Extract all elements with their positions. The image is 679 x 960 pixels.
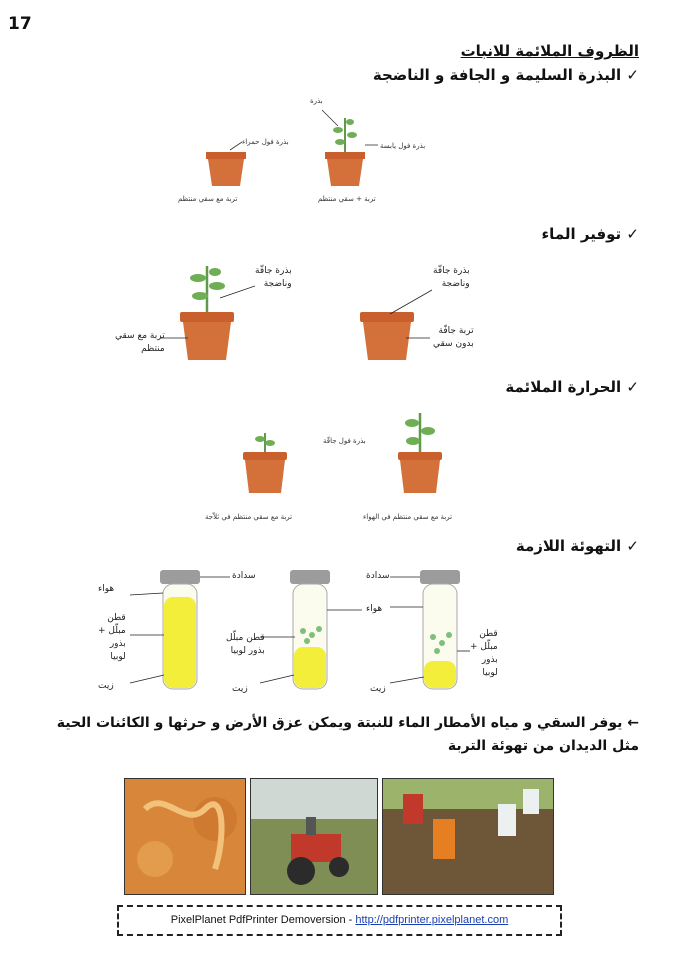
tractor-icon (251, 779, 377, 894)
tube-1 (160, 570, 200, 689)
pot-right (325, 118, 365, 186)
t1-cotton-label: قطن مبلّل + بذور لوبيا (98, 613, 126, 662)
seed-label-e: تربة + سقي منتظم (318, 195, 376, 203)
section-heading-seed (373, 66, 639, 84)
left-arrow-icon: ← (627, 715, 639, 731)
note-paragraph (29, 712, 639, 758)
footer-banner (117, 905, 562, 936)
worm-photo (124, 778, 246, 895)
t2-air-label: هواء (366, 604, 383, 614)
water-left-seed-label: بذرة جافّة وناضجة (255, 266, 292, 289)
section-heading-air (516, 537, 639, 555)
water-right-seed-label: بذرة جافّة وناضجة (433, 266, 470, 289)
seed-label-b: بذرة فول حمراء (242, 138, 289, 146)
t2-oil-label: زيت (232, 684, 248, 694)
heat-right-caption: تربة مع سقي منتظم في الهواء (363, 513, 453, 521)
t1-cap-label: سدادة (232, 571, 256, 581)
note-text: يوفر السقي و مياه الأمطار الماء للنبتة ويمكن عزق الأرض و حرثها و الكائنات الحية مثل الديدان من تهوئة التربة (56, 715, 639, 754)
tube-2 (290, 570, 330, 689)
t1-air-label: هواء (98, 584, 115, 594)
check-icon: ✓ (626, 225, 639, 243)
water-diagram (170, 258, 430, 368)
tube-3 (420, 570, 460, 689)
heat-seed-label: بذرة فول جافّة (323, 437, 366, 445)
heat-left-caption: تربة مع سقي منتظم في ثلاّجة (205, 513, 293, 521)
section-label: الحرارة الملائمة (505, 378, 622, 396)
section-heading-heat (505, 378, 639, 396)
farmers-photo (382, 778, 554, 895)
t2-cotton-label: قطن مبلّل بذور لوبيا (226, 633, 265, 656)
footer-link[interactable]: http://pdfprinter.pixelplanet.com (355, 914, 509, 926)
pot-watered (180, 266, 234, 360)
seed-label-d: تربة مع سقي منتظم (178, 195, 238, 203)
seed-label-c: بذرة فول يابسة (380, 142, 426, 150)
section-label: البذرة السليمة و الجافة و الناضجة (372, 66, 622, 84)
t3-oil-label: زيت (370, 684, 386, 694)
section-label: توفير الماء (541, 225, 622, 243)
seed-label-a: بذرة (310, 97, 323, 105)
section-heading-water (542, 225, 639, 243)
worm-icon (125, 779, 245, 894)
pot-left (206, 152, 246, 186)
tractor-photo (250, 778, 378, 895)
pot-fridge (243, 433, 287, 493)
page-number: 17 (8, 14, 32, 34)
pot-dry (360, 312, 414, 360)
air-diagram (100, 565, 490, 695)
pot-air (398, 413, 442, 493)
water-right-soil-label: تربة جافّة بدون سقي (433, 326, 474, 349)
t3-cotton-label: قطن مبلّل + بذور لوبيا (470, 629, 498, 678)
section-label: التهوئة اللازمة (515, 537, 622, 555)
t1-oil-label: زيت (98, 681, 114, 691)
farmers-icon (383, 779, 553, 894)
check-icon: ✓ (626, 66, 639, 84)
check-icon: ✓ (626, 537, 639, 555)
page-title: الظروف الملائمة للانبات (460, 42, 639, 60)
heat-diagram (230, 405, 460, 500)
check-icon: ✓ (626, 378, 639, 396)
t3-cap-label: سدادة (366, 571, 390, 581)
water-left-soil-label: تربة مع سقي منتظم (115, 331, 165, 354)
footer-text: PixelPlanet PdfPrinter Demoversion - (170, 914, 356, 926)
